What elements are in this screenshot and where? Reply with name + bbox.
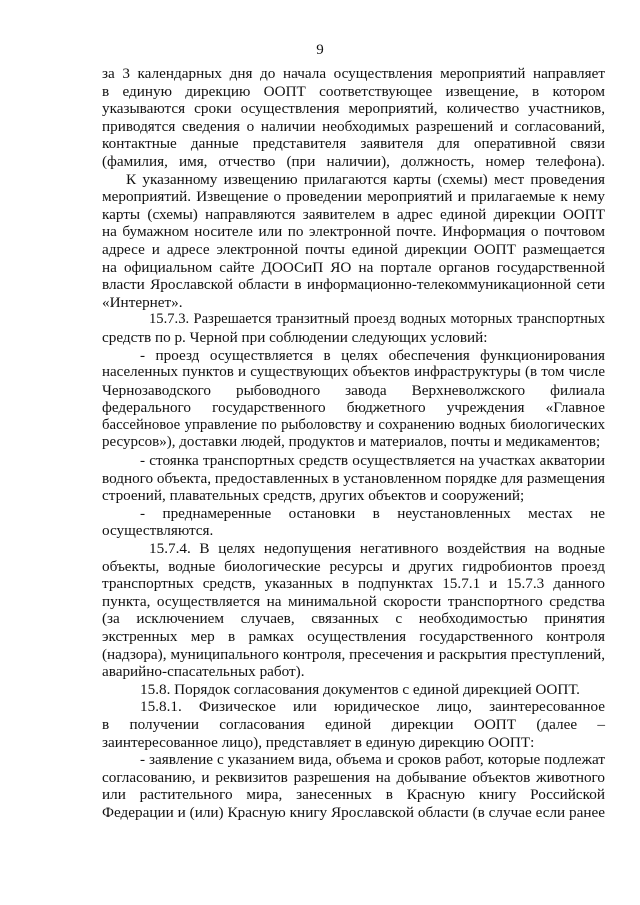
text-line: приводятся сведения о наличии необходимых разрешений и согласований, [102, 117, 605, 135]
text-line: экстренных мер в рамках осуществления государственного контроля [102, 628, 605, 645]
text-line: карты (схемы) направляются заявителем в адрес единой дирекции ООПТ [102, 205, 605, 223]
text-line: Чернозаводского рыбоводного завода Верхневолжского филиала [102, 381, 605, 399]
page-number: 9 [316, 42, 324, 58]
text-line: мероприятий. Извещение о проведении мероприятий и прилагаемые к нему [102, 188, 605, 206]
text-line: контактные данные представителя заявителя для оперативной связи [102, 135, 605, 153]
section-heading: 15.8. Порядок согласования документов с единой дирекцией ООПТ. [140, 680, 580, 698]
text-line: строений, плавательных средств, других объектов и сооружений; [102, 487, 525, 505]
text-line: на официальном сайте ДООСиП ЯО на портале органов государственной [102, 258, 605, 276]
list-item: - заявление с указанием вида, объема и сроков работ, которые подлежат [140, 751, 605, 769]
section-heading: 15.7.4. В целях недопущения негативного воздействия на водные [149, 540, 605, 558]
text-line: Федерации и (или) Красную книгу Ярославской области (в случае если ранее [102, 803, 605, 821]
section-heading: 15.7.3. Разрешается транзитный проезд водных моторных транспортных [149, 311, 605, 328]
text-line: пункта, осуществляется на минимальной скорости транспортного средства [102, 592, 605, 610]
text-line: адресе и адресе электронной почты единой дирекции ООПТ размещается [102, 240, 605, 258]
text-line: за 3 календарных дня до начала осуществления мероприятий направляет [102, 65, 605, 82]
text-line: или растительного мира, занесенных в Красную книгу Российской [102, 786, 605, 804]
section-heading: 15.8.1. Физическое или юридическое лицо, заинтересованное [140, 698, 605, 716]
text-line: на бумажном носителе или по электронной почте. Информация о почтовом [102, 223, 605, 241]
text-line: согласованию, и реквизитов разрешения на добывание объектов животного [102, 768, 605, 786]
text-line: средств по р. Черной при соблюдении следующих условий: [102, 328, 488, 346]
text-line: власти Ярославской области в информационно-телекоммуникационной сети [102, 276, 605, 294]
list-item: - преднамеренные остановки в неустановленных местах не [140, 504, 605, 522]
list-item: - проезд осуществляется в целях обеспечения функционирования [140, 346, 605, 364]
text-line: К указанному извещению прилагаются карты (схемы) мест проведения [126, 170, 605, 188]
document-body [102, 65, 605, 822]
text-line: (фамилия, имя, отчество (при наличии), должность, номер телефона). [102, 152, 605, 170]
text-line: населенных пунктов и существующих объектов инфраструктуры (в том числе [102, 364, 605, 381]
text-line: водного объекта, предоставленных в установленном порядке для размещения [102, 469, 605, 487]
text-line: (за исключением случаев, связанных с необходимостью принятия [102, 610, 605, 628]
text-line: объекты, водные биологические ресурсы и других гидробионтов проезд [102, 557, 605, 575]
text-line: ресурсов»), доставки людей, продуктов и материалов, почты и медикаментов; [102, 434, 601, 451]
text-line: аварийно-спасательных работ). [102, 663, 305, 681]
text-line: в единую дирекцию ООПТ соответствующее извещение, в котором [102, 82, 605, 100]
text-line: в получении согласования единой дирекции ООПТ (далее – [102, 715, 605, 733]
text-line: осуществляются. [102, 522, 214, 540]
list-item: - стоянка транспортных средств осуществляется на участках акватории [140, 452, 605, 470]
text-line: заинтересованное лицо), представляет в единую дирекцию ООПТ: [102, 733, 535, 751]
text-line: указываются сроки осуществления мероприятий, количество участников, [102, 100, 605, 118]
text-line: «Интернет». [102, 293, 183, 311]
text-line: транспортных средств, указанных в подпунктах 15.7.1 и 15.7.3 данного [102, 575, 605, 593]
text-line: федерального государственного бюджетного учреждения «Главное [102, 399, 605, 417]
text-line: (надзора), муниципального контроля, пресечения и раскрытия преступлений, [102, 645, 605, 663]
text-line: бассейновое управление по рыболовству и сохранению водных биологических [102, 416, 605, 433]
